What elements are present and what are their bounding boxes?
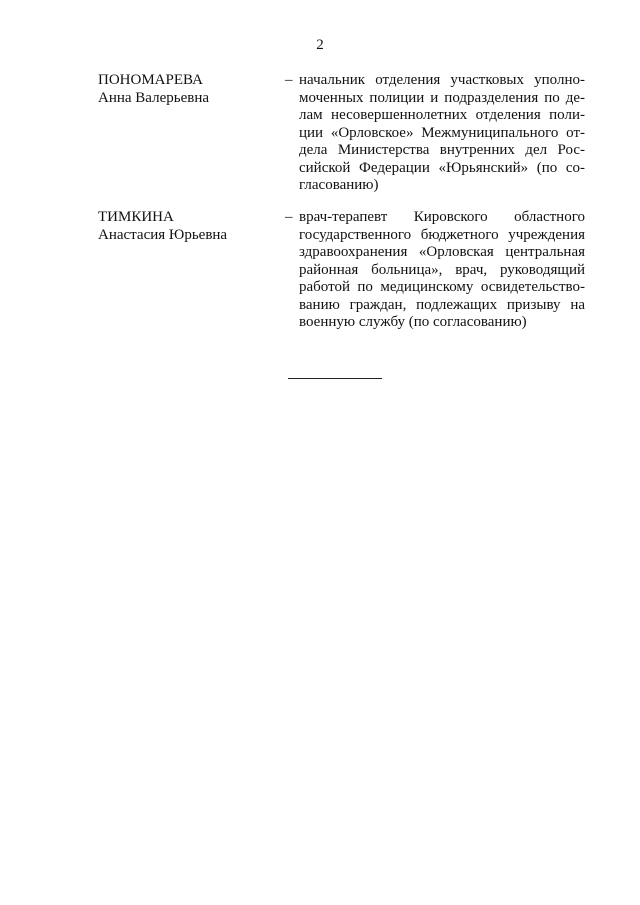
description-line: районная больница», врач, руководящий bbox=[299, 261, 585, 278]
description-line: работой по медицинскому освидетельство- bbox=[299, 279, 585, 295]
description-line: государственного бюджетного учреждения bbox=[299, 226, 585, 243]
member-description bbox=[299, 72, 585, 195]
member-surname: ТИМКИНА bbox=[98, 209, 174, 225]
description-line: моченных полиции и подразделения по де- bbox=[299, 89, 585, 106]
page-number: 2 bbox=[316, 37, 324, 53]
member-description bbox=[299, 209, 585, 332]
description-line: сийской Федерации «Юрьянский» (по со- bbox=[299, 159, 585, 176]
description-line: врач-терапевт Кировского областного bbox=[299, 209, 585, 225]
member-given-names: Анастасия Юрьевна bbox=[98, 226, 228, 243]
description-line: лам несовершеннолетних отделения поли- bbox=[299, 107, 585, 123]
description-line: дела Министерства внутренних дел Рос- bbox=[299, 142, 585, 158]
description-line: ванию граждан, подлежащих призыву на bbox=[299, 296, 585, 313]
entry-dash: – bbox=[285, 72, 293, 88]
entry-dash: – bbox=[285, 209, 293, 225]
description-line: гласованию) bbox=[299, 177, 379, 193]
closing-separator-line bbox=[288, 378, 382, 379]
member-surname: ПОНОМАРЕВА bbox=[98, 72, 203, 88]
member-name bbox=[98, 72, 268, 107]
member-name bbox=[98, 209, 268, 244]
description-line: здравоохранения «Орловская центральная bbox=[299, 244, 585, 260]
member-given-names: Анна Валерьевна bbox=[98, 89, 209, 106]
description-line: военную службу (по согласованию) bbox=[299, 314, 527, 330]
description-line: начальник отделения участковых уполно- bbox=[299, 72, 585, 88]
description-line: ции «Орловское» Межмуниципального от- bbox=[299, 124, 585, 141]
